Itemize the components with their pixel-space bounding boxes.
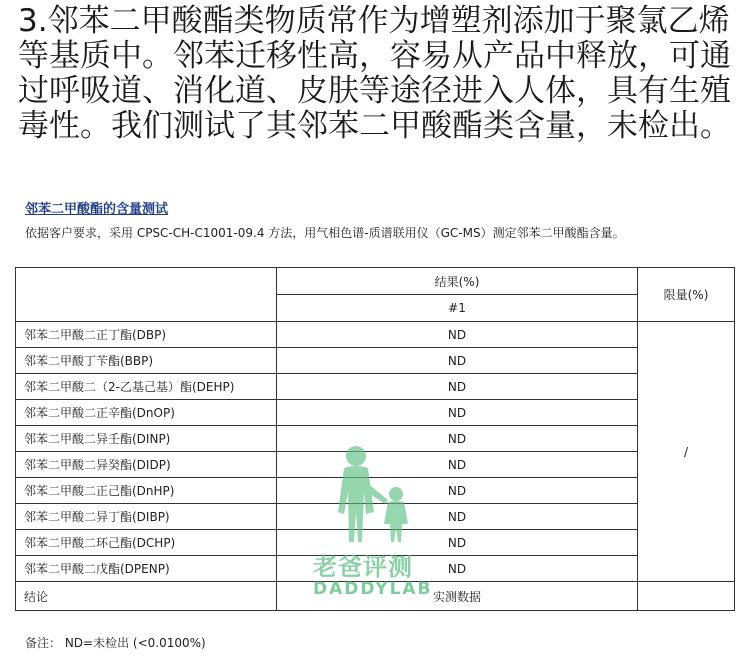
- sample-header: #1: [277, 295, 638, 322]
- substance-name: 邻苯二甲酸二正辛酯(DnOP): [16, 400, 277, 426]
- substance-result: ND: [277, 426, 638, 452]
- substance-name: 邻苯二甲酸二正己酯(DnHP): [16, 478, 277, 504]
- conclusion-label: 结论: [16, 582, 277, 611]
- section-title: 邻苯二甲酸酯的含量测试: [25, 202, 169, 217]
- substance-result: ND: [277, 348, 638, 374]
- conclusion-limit-cell: [638, 582, 735, 611]
- substance-result: ND: [277, 504, 638, 530]
- watermark-en-text: DADDYLAB: [313, 579, 433, 599]
- limit-value: /: [638, 322, 735, 582]
- substance-name: 邻苯二甲酸二环己酯(DCHP): [16, 530, 277, 556]
- table-row: [16, 348, 735, 374]
- substance-result: ND: [277, 556, 638, 582]
- blank-header-cell: [16, 268, 277, 322]
- substance-name: 邻苯二甲酸二异癸酯(DIDP): [16, 452, 277, 478]
- substance-result: ND: [277, 374, 638, 400]
- substance-result: ND: [277, 452, 638, 478]
- substance-name: 邻苯二甲酸二异壬酯(DINP): [16, 426, 277, 452]
- substance-name: 邻苯二甲酸二（2-乙基己基）酯(DEHP): [16, 374, 277, 400]
- substance-name: 邻苯二甲酸二戊酯(DPENP): [16, 556, 277, 582]
- table-header-row: [16, 268, 735, 295]
- limit-header: 限量(%): [638, 268, 735, 322]
- result-header: 结果(%): [277, 268, 638, 295]
- table-row: [16, 452, 735, 478]
- footnote: 备注： ND=未检出 (<0.0100%): [25, 636, 206, 650]
- table-row: [16, 400, 735, 426]
- substance-result: ND: [277, 322, 638, 348]
- substance-result: ND: [277, 530, 638, 556]
- table-row: [16, 374, 735, 400]
- watermark-cn-text: 老爸评测: [313, 553, 413, 581]
- substance-name: 邻苯二甲酸二异丁酯(DIBP): [16, 504, 277, 530]
- table-row: [16, 426, 735, 452]
- substance-name: 邻苯二甲酸二正丁酯(DBP): [16, 322, 277, 348]
- substance-result: ND: [277, 400, 638, 426]
- table-row: [16, 478, 735, 504]
- table-row: [16, 322, 735, 348]
- substance-result: ND: [277, 478, 638, 504]
- intro-paragraph: 3.邻苯二甲酸酯类物质常作为增塑剂添加于聚氯乙烯等基质中。邻苯迁移性高，容易从产品中释放，可通过呼吸道、消化道、皮肤等途径进入人体，具有生殖毒性。我们测试了其邻苯二甲酸酯类含量，未检出。: [18, 3, 731, 144]
- conclusion-value: 实测数据: [277, 582, 638, 611]
- table-row: [16, 504, 735, 530]
- method-description: 依据客户要求，采用 CPSC-CH-C1001-09.4 方法，用气相色谱-质谱联用仪（GC-MS）测定邻苯二甲酸酯含量。: [25, 226, 625, 240]
- substance-name: 邻苯二甲酸丁苄酯(BBP): [16, 348, 277, 374]
